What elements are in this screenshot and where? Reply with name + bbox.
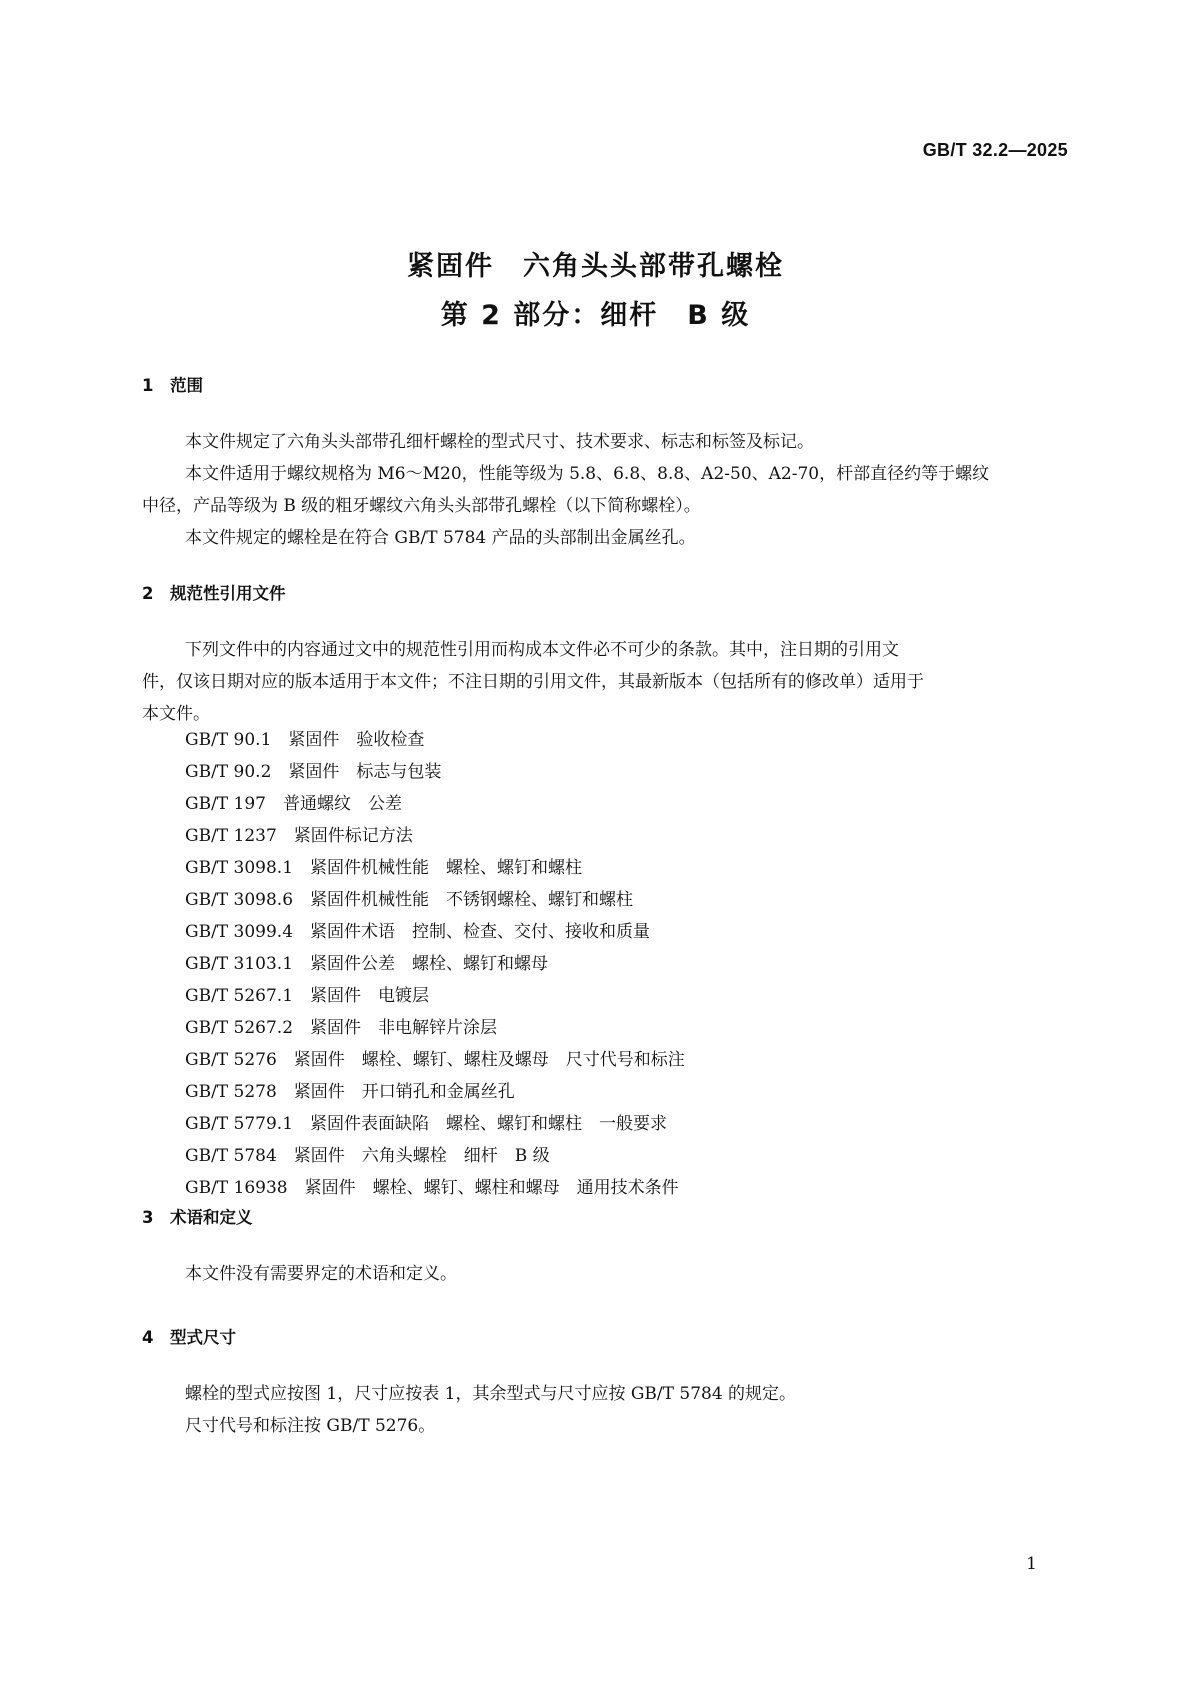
section-2-intro-line-2: 件，仅该日期对应的版本适用于本文件；不注日期的引用文件，其最新版本（包括所有的修改单）适用于 — [142, 672, 924, 692]
reference-item: GB/T 197 普通螺纹 公差 — [185, 794, 402, 814]
reference-item: GB/T 5278 紧固件 开口销孔和金属丝孔 — [185, 1082, 515, 1102]
reference-item: GB/T 5267.2 紧固件 非电解锌片涂层 — [185, 1018, 498, 1038]
title-line-1: 紧固件 六角头头部带孔螺栓 — [407, 251, 784, 282]
reference-item: GB/T 3099.4 紧固件术语 控制、检查、交付、接收和质量 — [185, 922, 651, 942]
reference-item: GB/T 5779.1 紧固件表面缺陷 螺栓、螺钉和螺柱 一般要求 — [185, 1114, 668, 1134]
section-1-paragraph-2-line-2: 中径，产品等级为 B 级的粗牙螺纹六角头头部带孔螺栓（以下简称螺栓）。 — [142, 496, 701, 516]
page-number: 1 — [1026, 1554, 1037, 1574]
section-2-intro-line-1: 下列文件中的内容通过文中的规范性引用而构成本文件必不可少的条款。其中，注日期的引用文 — [185, 640, 899, 660]
reference-item: GB/T 3103.1 紧固件公差 螺栓、螺钉和螺母 — [185, 954, 549, 974]
title-line-2: 第 2 部分：细杆 B 级 — [440, 300, 751, 331]
section-3-heading: 3 术语和定义 — [142, 1208, 253, 1227]
standard-code: GB/T 32.2—2025 — [922, 140, 1068, 160]
section-4-paragraph-2: 尺寸代号和标注按 GB/T 5276。 — [185, 1416, 436, 1436]
section-1-paragraph-2-line-1: 本文件适用于螺纹规格为 M6～M20，性能等级为 5.8、6.8、8.8、A2-50、A2-70，杆部直径约等于螺纹 — [185, 464, 990, 484]
section-4-body — [142, 1378, 1066, 1442]
reference-item: GB/T 5276 紧固件 螺栓、螺钉、螺柱及螺母 尺寸代号和标注 — [185, 1050, 685, 1070]
normative-reference-list — [185, 724, 685, 1204]
section-1-paragraph-3: 本文件规定的螺栓是在符合 GB/T 5784 产品的头部制出金属丝孔。 — [185, 528, 696, 548]
section-3-body — [142, 1258, 1066, 1290]
reference-item: GB/T 16938 紧固件 螺栓、螺钉、螺柱和螺母 通用技术条件 — [185, 1178, 679, 1198]
section-4-paragraph-1: 螺栓的型式应按图 1，尺寸应按表 1，其余型式与尺寸应按 GB/T 5784 的规定。 — [185, 1384, 797, 1404]
section-2-heading: 2 规范性引用文件 — [142, 584, 286, 603]
section-1-heading: 1 范围 — [142, 376, 203, 395]
reference-item: GB/T 5267.1 紧固件 电镀层 — [185, 986, 430, 1006]
section-2-intro-line-3: 本文件。 — [142, 704, 210, 724]
section-1-paragraph-1: 本文件规定了六角头头部带孔细杆螺栓的型式尺寸、技术要求、标志和标签及标记。 — [185, 432, 814, 452]
reference-item: GB/T 3098.6 紧固件机械性能 不锈钢螺栓、螺钉和螺柱 — [185, 890, 634, 910]
document-title — [0, 242, 1191, 340]
reference-item: GB/T 90.2 紧固件 标志与包装 — [185, 762, 442, 782]
reference-item: GB/T 90.1 紧固件 验收检查 — [185, 730, 425, 750]
reference-item: GB/T 5784 紧固件 六角头螺栓 细杆 B 级 — [185, 1146, 550, 1166]
reference-item: GB/T 3098.1 紧固件机械性能 螺栓、螺钉和螺柱 — [185, 858, 583, 878]
section-2-intro — [142, 634, 1066, 730]
section-1-body — [142, 426, 1066, 554]
section-3-paragraph-1: 本文件没有需要界定的术语和定义。 — [185, 1264, 457, 1284]
reference-item: GB/T 1237 紧固件标记方法 — [185, 826, 413, 846]
section-4-heading: 4 型式尺寸 — [142, 1328, 236, 1347]
